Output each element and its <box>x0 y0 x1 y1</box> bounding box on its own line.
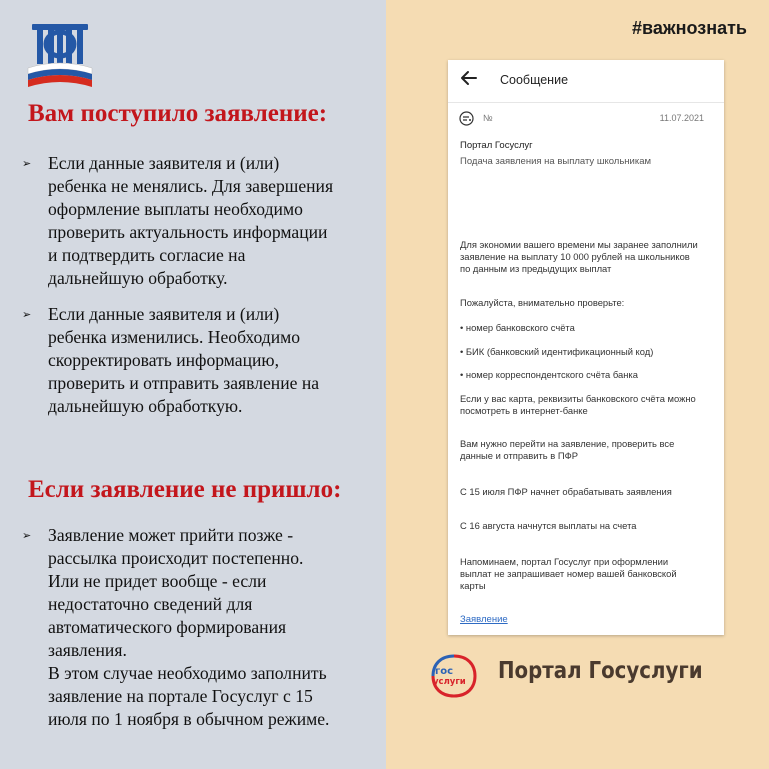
heading-not-received: Если заявление не пришло: <box>28 476 342 503</box>
gosuslugi-title: Портал Госуслуги <box>498 658 703 684</box>
screen-title: Сообщение <box>500 73 569 87</box>
message-paragraph: • номер банковского счёта <box>460 322 575 333</box>
bullet-text: Заявление может прийти позже - рассылка происходит постепенно. Или не придет вообще - если недостаточно сведений для автоматического формирования заявления. В этом случае необходимо заполнить заявление на портале Госуслуг с 15 июля по 1 ноября в обычном режиме. <box>48 525 330 729</box>
message-paragraph: Если у вас карта, реквизиты банковского счёта можно посмотреть в интернет-банке <box>460 393 696 417</box>
gosuslugi-logo-bottom-text: услуги <box>433 677 466 687</box>
message-paragraph: Пожалуйста, внимательно проверьте: <box>460 297 625 308</box>
message-number: № <box>483 113 493 123</box>
message-subject: Подача заявления на выплату школьникам <box>460 156 652 167</box>
message-date: 11.07.2021 <box>659 113 704 123</box>
bullet-changed <box>22 303 382 418</box>
arrow-bullet-icon: ➢ <box>22 309 32 321</box>
application-link[interactable]: Заявление <box>460 614 508 625</box>
message-paragraph: С 15 июля ПФР начнет обрабатывать заявления <box>460 486 672 497</box>
arrow-bullet-icon: ➢ <box>22 530 32 542</box>
gosuslugi-logo-top-text: гос <box>435 666 454 677</box>
arrow-bullet-icon: ➢ <box>22 158 32 170</box>
message-paragraph: • номер корреспондентского счёта банка <box>460 369 638 380</box>
bullet-not-received <box>22 524 382 731</box>
message-topbar <box>448 60 724 103</box>
message-sender: Портал Госуслуг <box>460 140 533 151</box>
message-icon <box>459 111 474 126</box>
message-paragraph: Вам нужно перейти на заявление, проверить все данные и отправить в ПФР <box>460 438 675 462</box>
message-paragraph: С 16 августа начнутся выплаты на счета <box>460 520 637 531</box>
message-screen <box>448 60 724 635</box>
message-paragraph: Для экономии вашего времени мы заранее заполнили заявление на выплату 10 000 рублей на школьников по данным из предыдущих выплат <box>460 239 698 275</box>
hashtag: #важнознать <box>632 18 747 38</box>
bullet-text: Если данные заявителя и (или) ребенка не менялись. Для завершения оформление выплаты необходимо проверить актуальность информации и подтвердить согласие на дальнейшую обработку. <box>48 153 334 288</box>
message-paragraph: • БИК (банковский идентификационный код) <box>460 346 654 357</box>
message-paragraph: Напоминаем, портал Госуслуг при оформлении выплат не запрашивает номер вашей банковской карты <box>460 556 677 592</box>
gosuslugi-logo-icon <box>430 653 478 699</box>
bullet-text: Если данные заявителя и (или) ребенка изменились. Необходимо скорректировать информацию, проверить и отправить заявление на дальнейшую обработкую. <box>48 304 320 416</box>
pfr-logo-icon <box>24 22 96 92</box>
arrow-left-icon[interactable] <box>460 69 478 87</box>
bullet-unchanged <box>22 152 382 290</box>
heading-received: Вам поступило заявление: <box>28 100 328 127</box>
